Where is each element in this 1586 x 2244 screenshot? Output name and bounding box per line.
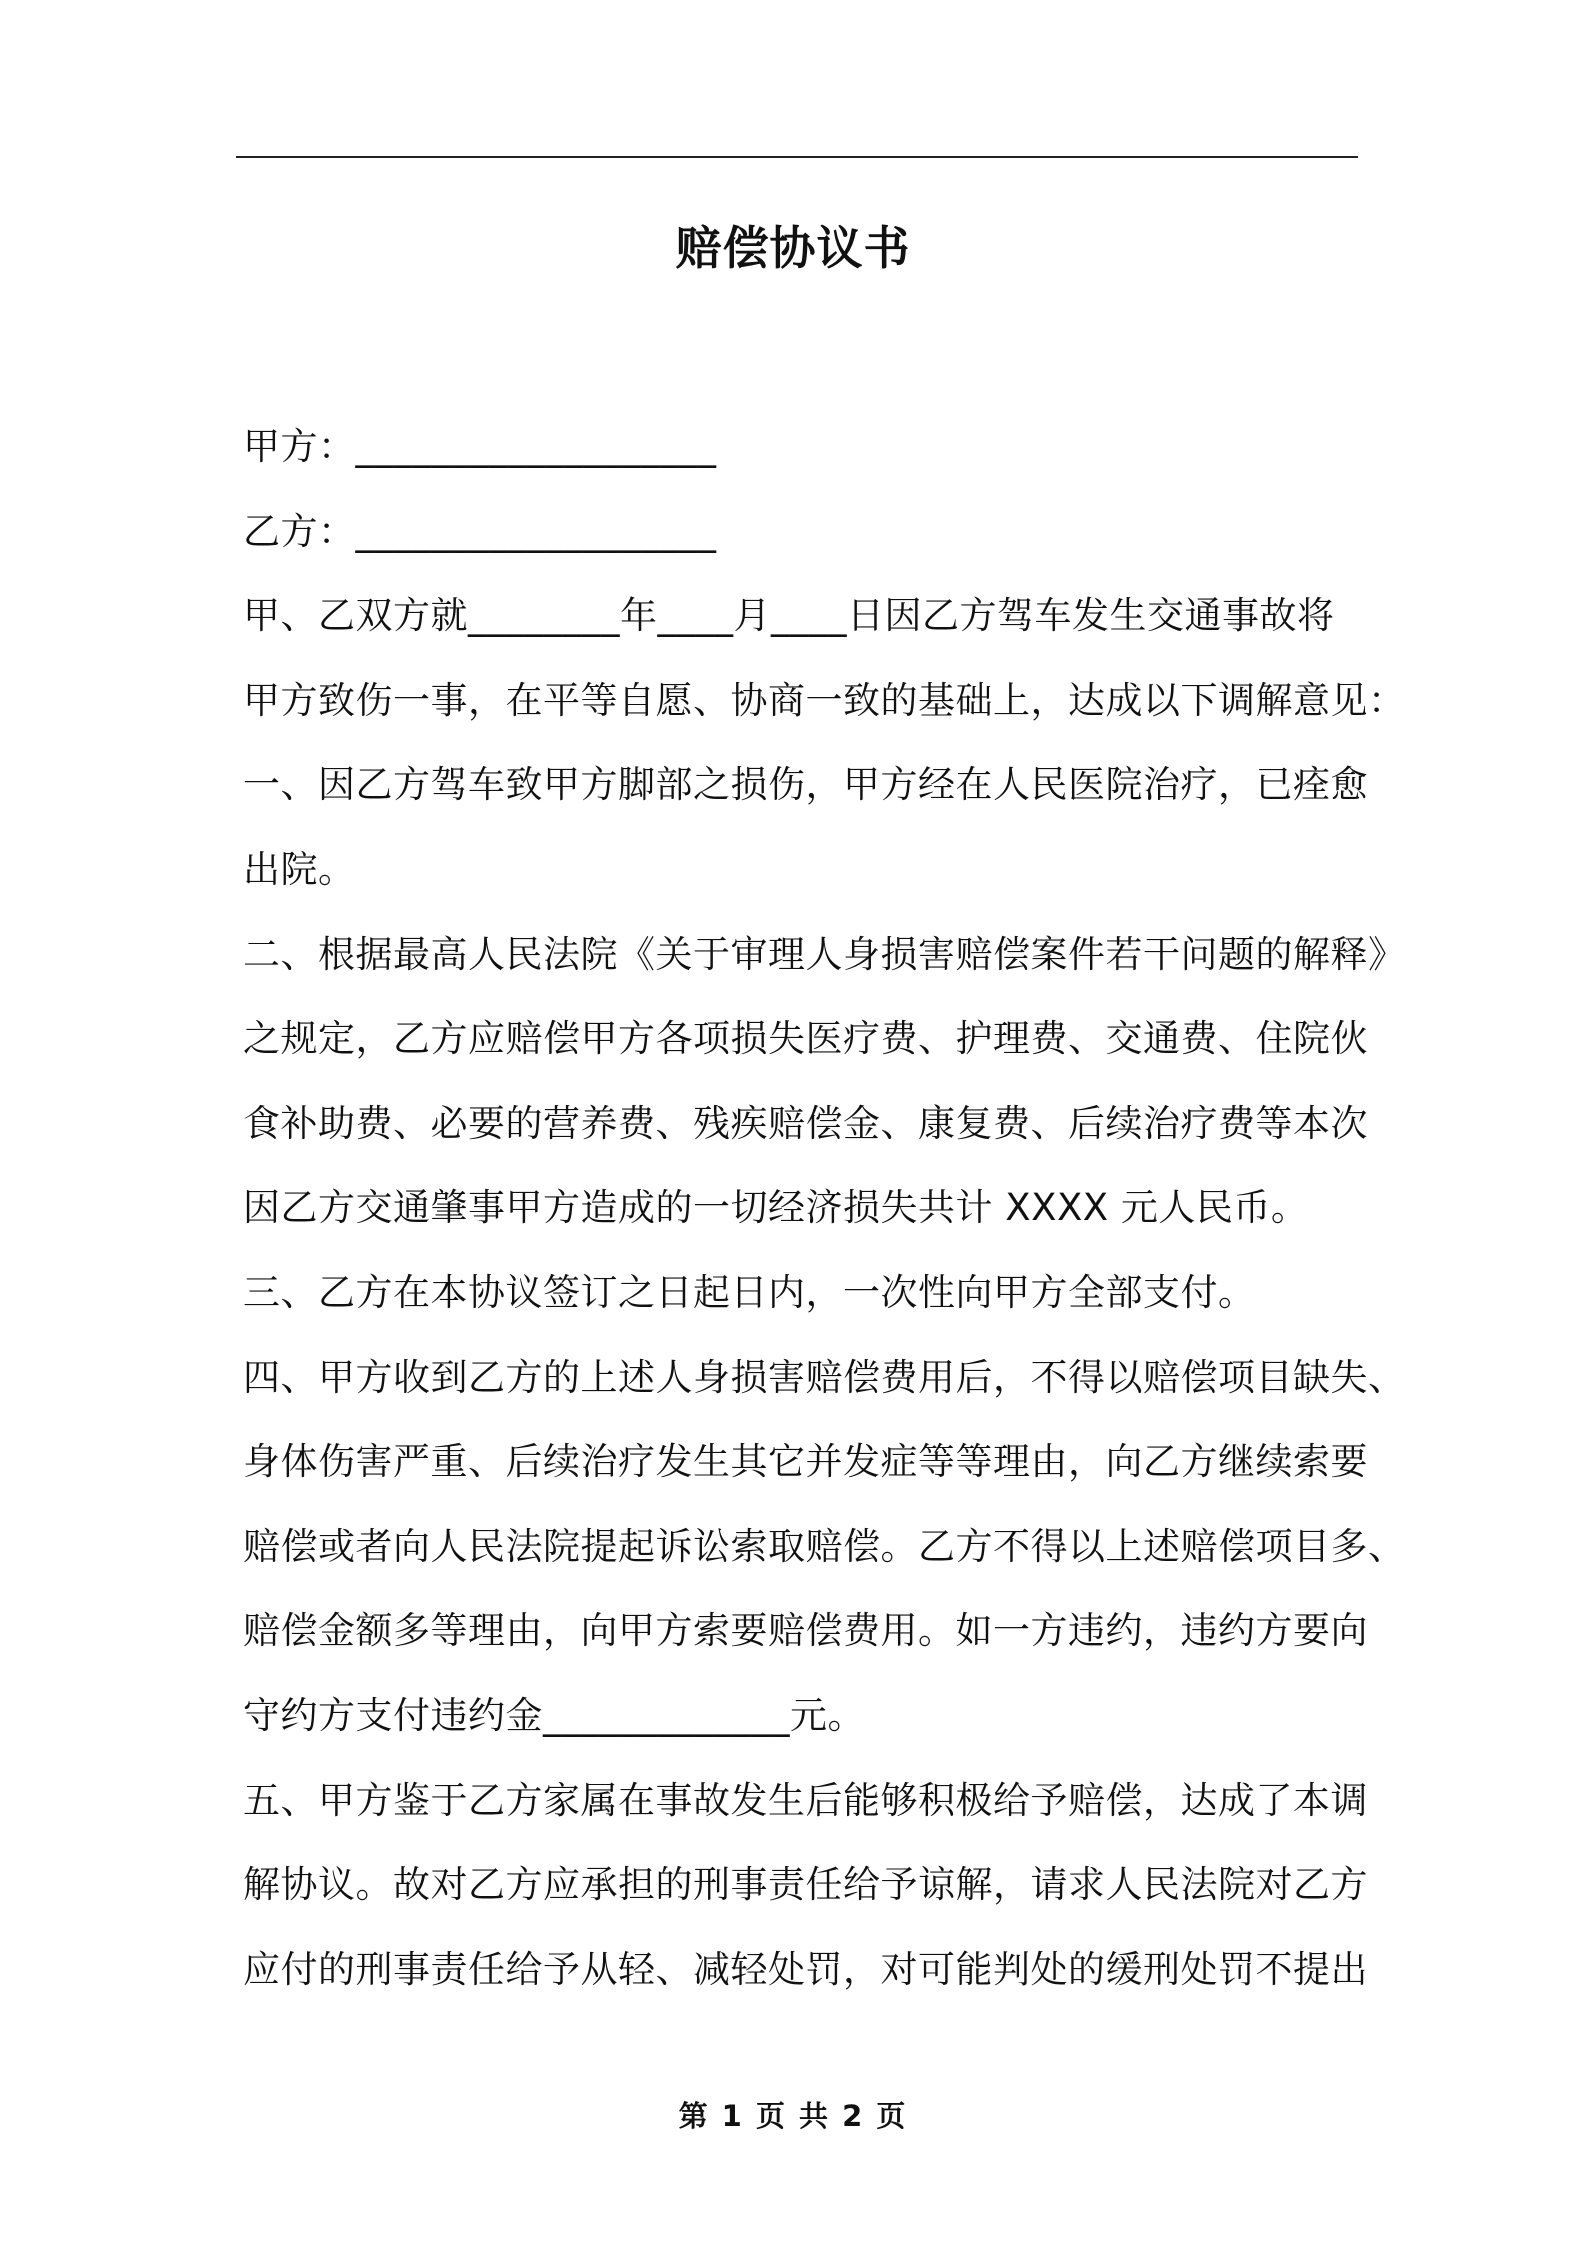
party-a-line: 甲方：___________________ bbox=[243, 425, 717, 468]
clause-4-line: 身体伤害严重、后续治疗发生其它并发症等等理由，向乙方继续索要 bbox=[243, 1440, 1368, 1484]
clause-2-line: 之规定，乙方应赔偿甲方各项损失医疗费、护理费、交通费、住院伙 bbox=[243, 1017, 1368, 1061]
clause-2-line: 因乙方交通肇事甲方造成的一切经济损失共计 XXXX 元人民币。 bbox=[243, 1186, 1309, 1230]
clause-5-line: 应付的刑事责任给予从轻、减轻处罚，对可能判处的缓刑处罚不提出 bbox=[243, 1947, 1368, 1991]
party-b-line: 乙方：___________________ bbox=[243, 509, 717, 553]
clause-4-line: 赔偿或者向人民法院提起诉讼索取赔偿。乙方不得以上述赔偿项目多、 bbox=[243, 1524, 1406, 1568]
clause-2-line: 二、根据最高人民法院《关于审理人身损害赔偿案件若干问题的解释》 bbox=[243, 932, 1406, 976]
clause-5-line: 五、甲方鉴于乙方家属在事故发生后能够积极给予赔偿，达成了本调 bbox=[243, 1778, 1368, 1822]
body-line: 甲、乙双方就________年____月____日因乙方驾车发生交通事故将 bbox=[243, 594, 1335, 638]
clause-1-line: 一、因乙方驾车致甲方脚部之损伤，甲方经在人民医院治疗，已痊愈 bbox=[243, 763, 1368, 807]
header-rule bbox=[236, 156, 1358, 158]
document-title: 赔偿协议书 bbox=[675, 221, 911, 275]
clause-4-line: 四、甲方收到乙方的上述人身损害赔偿费用后，不得以赔偿项目缺失、 bbox=[243, 1355, 1406, 1399]
clause-3-line: 三、乙方在本协议签订之日起日内，一次性向甲方全部支付。 bbox=[243, 1270, 1256, 1314]
clause-1-line: 出院。 bbox=[243, 847, 356, 891]
clause-2-line: 食补助费、必要的营养费、残疾赔偿金、康复费、后续治疗费等本次 bbox=[243, 1101, 1368, 1145]
body-line: 甲方致伤一事，在平等自愿、协商一致的基础上，达成以下调解意见： bbox=[243, 678, 1406, 722]
clause-5-line: 解协议。故对乙方应承担的刑事责任给予谅解，请求人民法院对乙方 bbox=[243, 1863, 1368, 1907]
clause-4-line: 赔偿金额多等理由，向甲方索要赔偿费用。如一方违约，违约方要向 bbox=[243, 1609, 1368, 1653]
clause-4-line: 守约方支付违约金_____________元。 bbox=[243, 1693, 865, 1737]
page-number-footer: 第 1 页 共 2 页 bbox=[678, 2099, 908, 2133]
document-body bbox=[243, 405, 1406, 2012]
